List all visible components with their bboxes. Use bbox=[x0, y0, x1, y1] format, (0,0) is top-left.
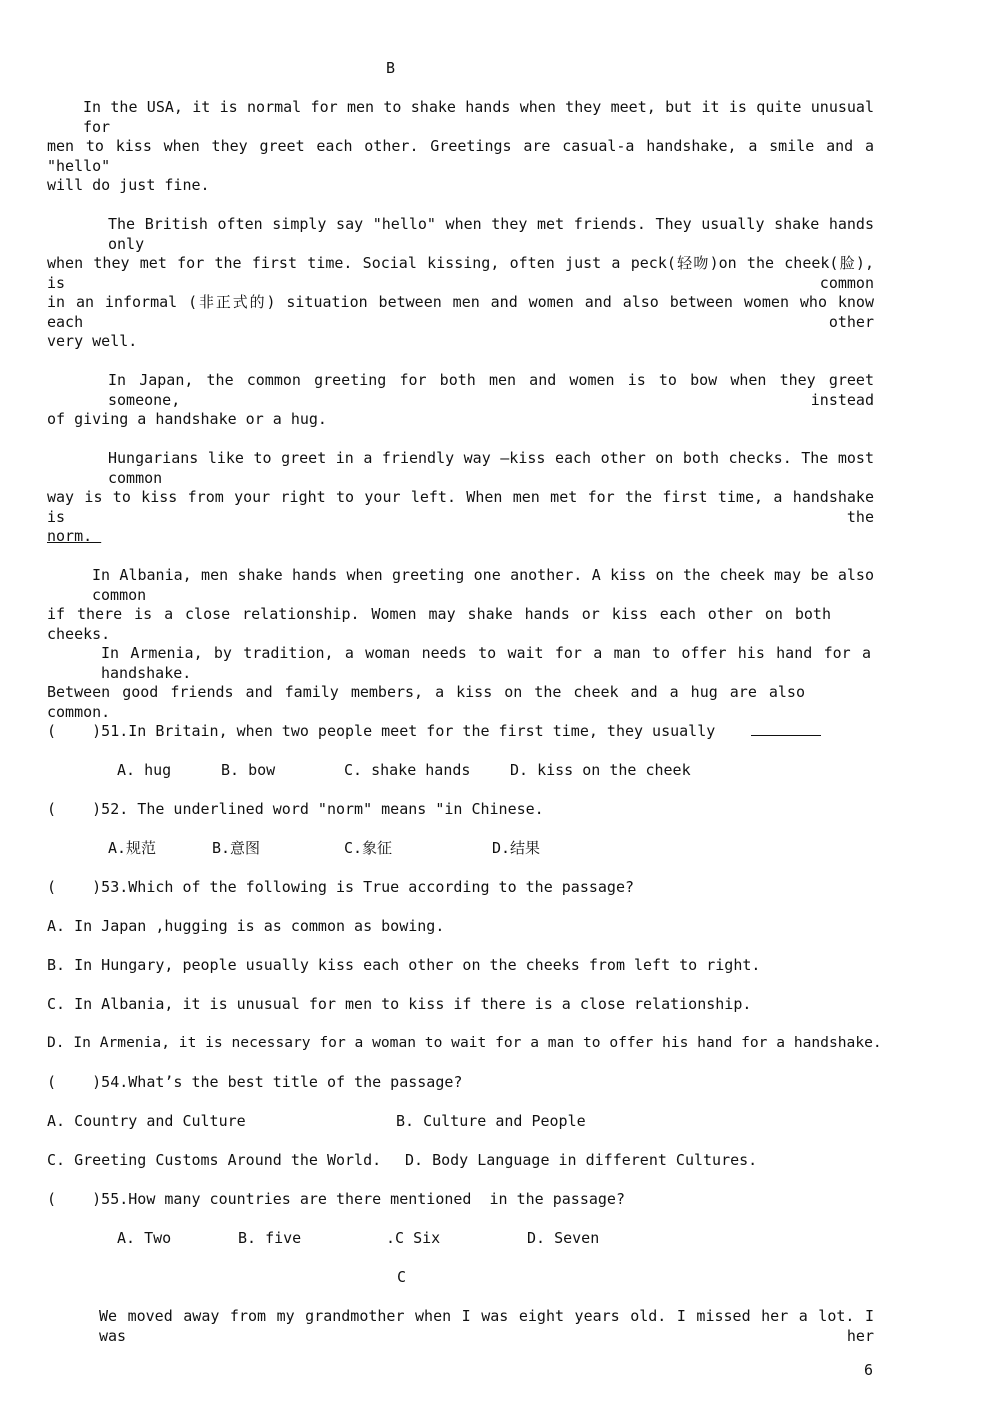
q51-option-c: C. shake hands bbox=[344, 761, 471, 779]
question-51-stem: ( )51.In Britain, when two people meet for the first time, they usually bbox=[47, 721, 821, 741]
passage-b-p2-line-1: The British often simply say "hello" when they met friends. They usually shake hands only bbox=[108, 215, 874, 253]
passage-b-p6-line-2: Between good friends and family members, a kiss on the cheek and a hug are also common. bbox=[47, 683, 805, 721]
q54-option-c: C. Greeting Customs Around the World. bbox=[47, 1151, 382, 1169]
passage-b-p5-line-1: In Albania, men shake hands when greeting one another. A kiss on the cheek may be also common bbox=[92, 566, 874, 604]
q54-option-d: D. Body Language in different Cultures. bbox=[405, 1151, 758, 1169]
passage-b-p1-line-1: In the USA, it is normal for men to shake hands when they meet, but it is quite unusual for bbox=[83, 98, 874, 136]
answer-blank bbox=[751, 721, 821, 736]
page-number: 6 bbox=[864, 1361, 874, 1379]
q52-option-a: A.规范 bbox=[108, 839, 157, 857]
passage-b-p1-line-2: men to kiss when they greet each other. Greetings are casual-a handshake, a smile and a "hello" bbox=[47, 137, 874, 175]
question-52-stem: ( )52. The underlined word "norm" means "in Chinese. bbox=[47, 800, 544, 818]
passage-b-p5-line-2: if there is a close relationship. Women may shake hands or kiss each other on both cheeks. bbox=[47, 605, 831, 643]
q55-option-c: .C Six bbox=[386, 1229, 441, 1247]
passage-b-p6-line-1: In Armenia, by tradition, a woman needs to wait for a man to offer his hand for a handshake. bbox=[101, 644, 871, 682]
question-55-stem: ( )55.How many countries are there mentioned in the passage? bbox=[47, 1190, 625, 1208]
passage-b-p3-line-1: In Japan, the common greeting for both men and women is to bow when they greet someone, instead bbox=[108, 371, 874, 409]
passage-b-p1-line-3: will do just fine. bbox=[47, 176, 210, 194]
q53-option-d: D. In Armenia, it is necessary for a woman to wait for a man to offer his hand for a handshake. bbox=[47, 1034, 882, 1051]
q55-option-b: B. five bbox=[238, 1229, 302, 1247]
q52-option-c: C.象征 bbox=[344, 839, 393, 857]
passage-b-p4-line-2: way is to kiss from your right to your left. When men met for the first time, a handshake is the bbox=[47, 488, 874, 526]
q53-option-a: A. In Japan ,hugging is as common as bowing. bbox=[47, 917, 445, 935]
passage-b-p2-line-3: in an informal (非正式的) situation between men and women and also between women who know each other bbox=[47, 293, 874, 331]
passage-b-p4-line-1: Hungarians like to greet in a friendly way —kiss each other on both checks. The most common bbox=[108, 449, 874, 487]
q53-option-b: B. In Hungary, people usually kiss each other on the cheeks from left to right. bbox=[47, 956, 761, 974]
q51-option-d: D. kiss on the cheek bbox=[510, 761, 691, 779]
q55-option-a: A. Two bbox=[117, 1229, 172, 1247]
q54-option-a: A. Country and Culture bbox=[47, 1112, 246, 1130]
q52-option-b: B.意图 bbox=[212, 839, 261, 857]
question-53-stem: ( )53.Which of the following is True according to the passage? bbox=[47, 878, 634, 896]
passage-b-p2-line-2: when they met for the first time. Social kissing, often just a peck(轻吻)on the cheek(脸), is common bbox=[47, 254, 874, 292]
q53-option-c: C. In Albania, it is unusual for men to kiss if there is a close relationship. bbox=[47, 995, 752, 1013]
q55-option-d: D. Seven bbox=[527, 1229, 600, 1247]
underlined-word-norm: norm. bbox=[47, 527, 102, 545]
question-54-stem: ( )54.What’s the best title of the passage? bbox=[47, 1073, 463, 1091]
q52-option-d: D.结果 bbox=[492, 839, 541, 857]
q51-option-b: B. bow bbox=[221, 761, 276, 779]
passage-c-p1-line-1: We moved away from my grandmother when I was eight years old. I missed her a lot. I was her bbox=[99, 1307, 874, 1345]
q54-option-b: B. Culture and People bbox=[396, 1112, 586, 1130]
passage-b-p2-line-4: very well. bbox=[47, 332, 138, 350]
passage-b-p3-line-2: of giving a handshake or a hug. bbox=[47, 410, 327, 428]
q51-option-a: A. hug bbox=[117, 761, 172, 779]
section-label-b: B bbox=[386, 59, 396, 77]
section-label-c: C bbox=[397, 1268, 407, 1286]
